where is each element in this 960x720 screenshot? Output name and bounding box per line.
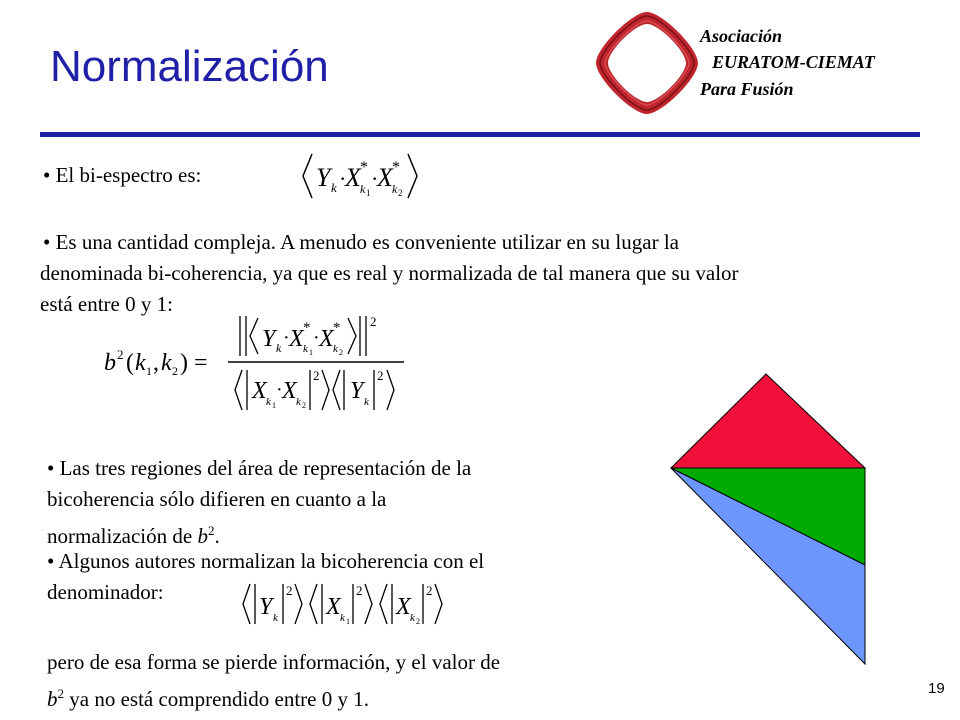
bicoherence-formula [100, 310, 420, 414]
svg-text:2: 2 [416, 617, 420, 626]
svg-text:k: k [273, 612, 278, 624]
svg-text:*: * [303, 320, 311, 336]
var-b: b [47, 687, 58, 711]
svg-text:X: X [319, 326, 334, 352]
svg-text:k: k [392, 182, 398, 196]
euratom-ciemat-logo [592, 8, 702, 118]
bullet-regions-line1: • Las tres regiones del área de representación de la [47, 456, 472, 480]
title-rule [40, 132, 920, 137]
svg-text:1: 1 [309, 348, 313, 357]
denominator-formula [240, 580, 470, 630]
svg-text:2: 2 [398, 188, 403, 198]
bullet-complex-line2: denominada bi-coherencia, ya que es real y normalizada de tal manera que su valor [40, 261, 739, 285]
svg-text:*: * [392, 159, 400, 176]
svg-text:Y: Y [350, 378, 364, 404]
svg-text:·: · [371, 166, 379, 191]
region-top [671, 374, 865, 468]
regions-line3-period: . [214, 524, 220, 548]
bullet-complex-line1: • Es una cantidad compleja. A menudo es conveniente utilizar en su lugar la [43, 230, 679, 254]
bullet-complex-line3: está entre 0 y 1: [40, 292, 173, 316]
svg-text:k: k [360, 182, 366, 196]
svg-text:X: X [282, 378, 297, 404]
svg-text:b: b [104, 350, 116, 376]
svg-text:·: · [313, 327, 320, 349]
bullet-authors-line1: • Algunos autores normalizan la bicoherencia con el [47, 549, 485, 573]
svg-text:2: 2 [339, 348, 343, 357]
svg-text:k: k [266, 396, 271, 408]
svg-text:k: k [276, 341, 282, 355]
svg-text:k: k [331, 180, 337, 195]
svg-text:2: 2 [356, 583, 363, 598]
svg-text:·: · [339, 166, 347, 191]
superscript-2: 2 [207, 523, 215, 538]
superscript-2: 2 [57, 686, 64, 701]
svg-text:k: k [410, 612, 415, 624]
svg-text:2: 2 [313, 368, 320, 383]
page-number: 19 [928, 680, 945, 697]
svg-text:2: 2 [426, 583, 433, 598]
svg-text:k: k [333, 343, 338, 355]
svg-text:k: k [161, 350, 172, 376]
svg-text:1: 1 [146, 364, 152, 378]
org-line-2: EURATOM-CIEMAT [712, 52, 875, 72]
svg-text:X: X [289, 326, 304, 352]
svg-text:2: 2 [286, 583, 293, 598]
svg-text:(: ( [126, 350, 134, 376]
bullet-bispectrum: • El bi-espectro es: [43, 163, 202, 187]
svg-text:2: 2 [302, 401, 306, 410]
conclusion-line1: pero de esa forma se pierde información, y el valor de [47, 650, 501, 674]
svg-text:) =: ) = [180, 350, 208, 376]
conclusion-line2 [47, 678, 369, 715]
svg-text:k: k [303, 343, 308, 355]
svg-text:Y: Y [262, 326, 276, 352]
svg-text:2: 2 [172, 364, 178, 378]
svg-text:*: * [360, 159, 368, 176]
svg-text:2: 2 [370, 314, 377, 329]
svg-text:k: k [340, 612, 345, 624]
svg-text:X: X [377, 163, 393, 192]
org-line-3: Para Fusión [700, 79, 794, 99]
svg-text:2: 2 [377, 368, 384, 383]
svg-text:X: X [396, 594, 411, 620]
var-b: b [197, 524, 208, 548]
org-line-1: Asociación [700, 26, 783, 46]
svg-text:Y: Y [259, 594, 273, 620]
svg-text:1: 1 [366, 188, 371, 198]
regions-line3-text: normalización de [47, 524, 198, 548]
svg-text:k: k [135, 350, 146, 376]
svg-text:·: · [283, 327, 290, 349]
svg-text:*: * [333, 320, 341, 336]
svg-text:1: 1 [346, 617, 350, 626]
bullet-regions-line2: bicoherencia sólo difieren en cuanto a la [47, 487, 387, 511]
svg-text:X: X [345, 163, 361, 192]
slide-title: Normalización [50, 42, 329, 91]
svg-text:2: 2 [117, 347, 124, 362]
bicoherence-regions-diagram [668, 372, 870, 668]
svg-text:·: · [276, 379, 283, 401]
bullet-authors-line2: denominador: [47, 580, 164, 604]
svg-text:,: , [153, 350, 159, 376]
svg-text:k: k [296, 396, 301, 408]
bispectrum-formula [300, 150, 420, 202]
svg-text:X: X [326, 594, 341, 620]
svg-text:Y: Y [316, 163, 331, 192]
svg-text:k: k [364, 396, 369, 408]
svg-text:1: 1 [272, 401, 276, 410]
conclusion-line2-text: ya no está comprendido entre 0 y 1. [64, 687, 369, 711]
svg-text:X: X [252, 378, 267, 404]
